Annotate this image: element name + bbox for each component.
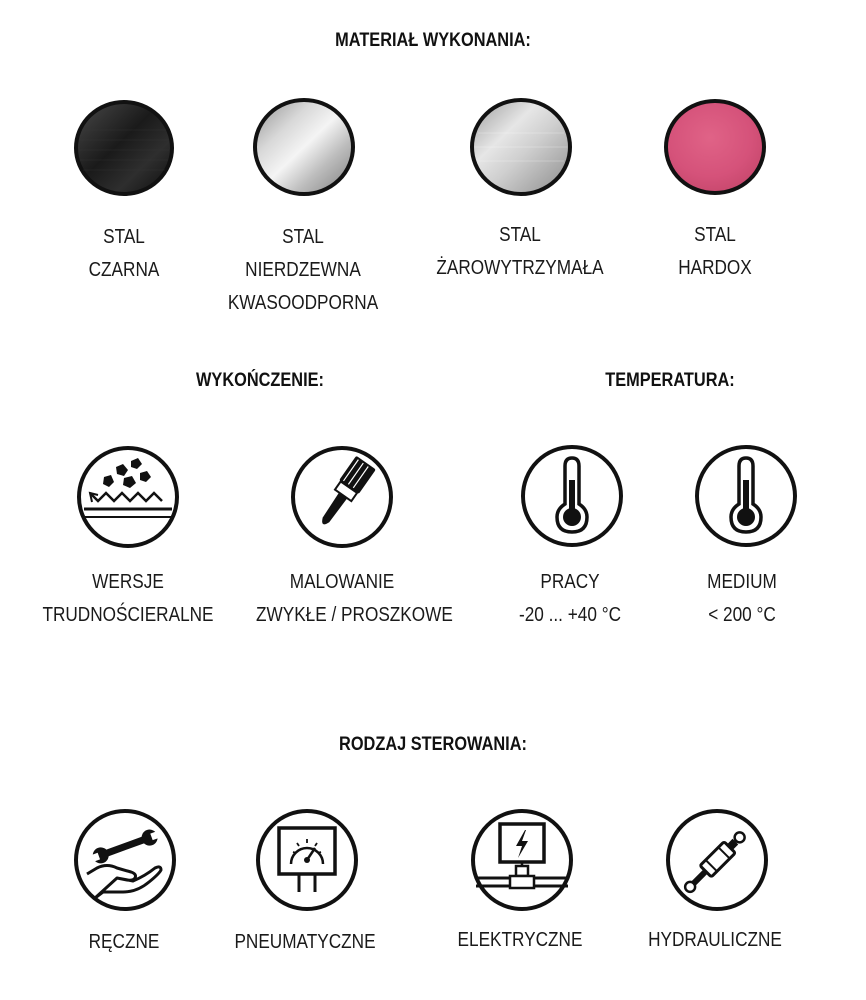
hardox-steel-swatch bbox=[664, 99, 766, 195]
control-label-pneumatic: PNEUMATYCZNE bbox=[234, 931, 376, 953]
hydraulic-cylinder-icon bbox=[665, 808, 769, 912]
material-label-stainless: STAL NIERDZEWNA KWASOODPORNA bbox=[227, 226, 379, 314]
thermometer-icon bbox=[694, 444, 798, 548]
pressure-gauge-icon bbox=[255, 808, 359, 912]
control-label-hydraulic: HYDRAULICZNE bbox=[648, 929, 782, 951]
material-label-heat-resistant: STAL ŻAROWYTRZYMAŁA bbox=[436, 224, 604, 279]
finish-label-paint: MALOWANIE ZWYKŁE / PROSZKOWE bbox=[256, 571, 453, 626]
control-label-manual: RĘCZNE bbox=[88, 931, 160, 953]
paint-brush-icon bbox=[290, 445, 394, 549]
black-steel-swatch bbox=[74, 100, 174, 196]
hand-wrench-icon bbox=[73, 808, 177, 912]
temperature-heading: TEMPERATURA: bbox=[605, 370, 735, 391]
thermometer-icon bbox=[520, 444, 624, 548]
material-label-black: STAL CZARNA bbox=[88, 226, 160, 281]
abrasion-resistant-icon bbox=[76, 445, 180, 549]
material-label-hardox: STAL HARDOX bbox=[678, 224, 752, 279]
material-heading: MATERIAŁ WYKONANIA: bbox=[335, 30, 531, 51]
temperature-label-medium: MEDIUM < 200 °C bbox=[707, 571, 777, 626]
electric-panel-icon bbox=[470, 808, 574, 912]
heat-resistant-steel-swatch bbox=[470, 98, 572, 196]
temperature-label-work: PRACY -20 ... +40 °C bbox=[518, 571, 622, 626]
stainless-steel-swatch bbox=[253, 98, 355, 196]
control-heading: RODZAJ STEROWANIA: bbox=[339, 734, 527, 755]
finish-label-abrasion: WERSJE TRUDNOŚCIERALNE bbox=[42, 571, 214, 626]
finish-heading: WYKOŃCZENIE: bbox=[195, 370, 324, 391]
control-label-electric: ELEKTRYCZNE bbox=[457, 929, 583, 951]
